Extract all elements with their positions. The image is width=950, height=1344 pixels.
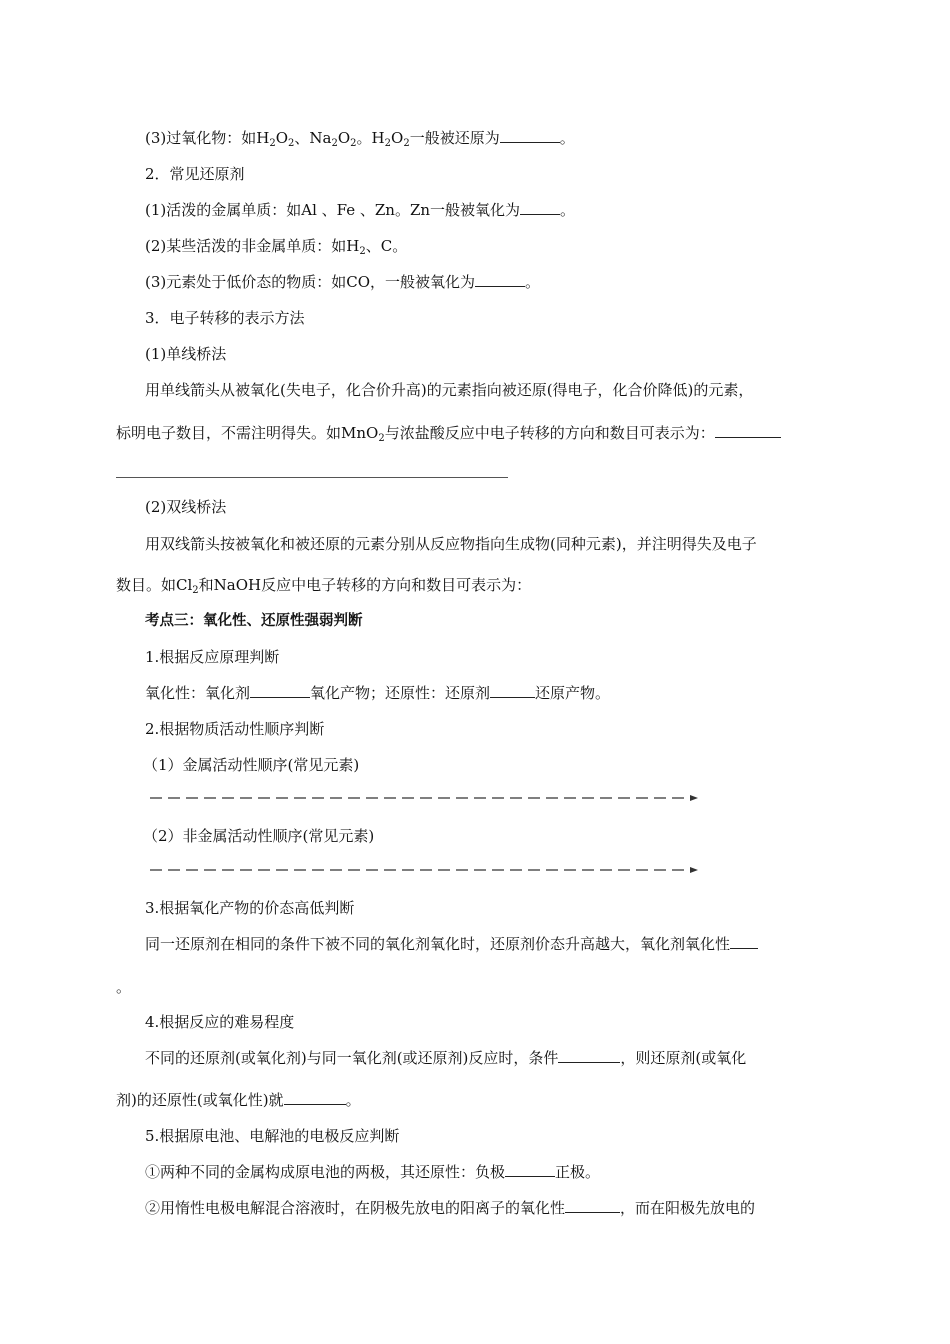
text-line-oxidant-compare: 氧化性：氧化剂 氧化产物；还原性：还原剂 还原产物。 <box>145 684 611 702</box>
text-line-valence-1: 同一还原剂在相同的条件下被不同的氧化剂氧化时，还原剂价态升高越大，氧化剂氧化性 <box>145 934 758 954</box>
text-line-single-bridge-1: 用单线箭头从被氧化(失电子，化合价升高)的元素指向被还原(得电子，化合价降低)的元素， <box>145 381 754 399</box>
subheading-electrode: 5.根据原电池、电解池的电极反应判断 <box>145 1127 400 1145</box>
text-line-difficulty-1: 不同的还原剂(或氧化剂)与同一氧化剂(或还原剂)反应时，条件 ，则还原剂(或氧化 <box>145 1049 747 1067</box>
section-heading-electron-transfer: 3．电子转移的表示方法 <box>145 309 305 327</box>
section-heading-topic-three: 考点三：氧化性、还原性强弱判断 <box>145 613 363 629</box>
metal-activity-arrow[interactable] <box>150 794 700 802</box>
answer-blank[interactable] <box>475 272 525 287</box>
text-line-galvanic: ①两种不同的金属构成原电池的两极，其还原性：负极 正极。 <box>145 1163 601 1181</box>
subheading-difficulty: 4.根据反应的难易程度 <box>145 1013 295 1031</box>
subheading-metal-activity: （1）金属活动性顺序(常见元素) <box>143 756 360 774</box>
subheading-activity-order: 2.根据物质活动性顺序判断 <box>145 720 325 738</box>
text-line-active-metals: (1)活泼的金属单质：如Al 、Fe 、Zn。Zn一般被氧化为 。 <box>145 201 576 219</box>
section-heading-reducers: 2．常见还原剂 <box>145 165 245 183</box>
answer-blank[interactable] <box>490 683 535 698</box>
answer-blank[interactable] <box>730 934 758 949</box>
answer-blank[interactable] <box>715 423 781 438</box>
answer-blank[interactable] <box>558 1048 620 1063</box>
text-line-difficulty-2: 剂)的还原性(或氧化性)就 。 <box>116 1091 361 1109</box>
subheading-double-bridge: (2)双线桥法 <box>145 498 227 516</box>
nonmetal-activity-arrow[interactable] <box>150 866 700 874</box>
text-line-double-bridge-1: 用双线箭头按被氧化和被还原的元素分别从反应物指向生成物(同种元素)，并注明得失及电子 <box>145 535 757 553</box>
subheading-reaction-principle: 1.根据反应原理判断 <box>145 648 280 666</box>
answer-blank[interactable] <box>565 1198 620 1213</box>
subheading-nonmetal-activity: （2）非金属活动性顺序(常见元素) <box>143 827 375 845</box>
answer-blank[interactable] <box>500 128 560 143</box>
answer-blank[interactable] <box>284 1090 346 1105</box>
text-line-single-bridge-2: 标明电子数目，不需注明得失。如MnO$_2$与浓盐酸反应中电子转移的方向和数目可表示为： <box>116 423 781 443</box>
subheading-valence: 3.根据氧化产物的价态高低判断 <box>145 899 355 917</box>
text-line-double-bridge-2: 数目。如$Cl_2$和NaOH反应中电子转移的方向和数目可表示为： <box>116 576 532 596</box>
subheading-single-bridge: (1)单线桥法 <box>145 345 227 363</box>
text-line-valence-2: 。 <box>116 978 132 996</box>
text-line-low-valence: (3)元素处于低价态的物质：如CO，一般被氧化为 。 <box>145 273 541 291</box>
text-line-peroxide: (3)过氧化物：如$H_2O_2$、$Na_2O_2$。$H_2O_2$一般被还原为 。 <box>145 129 575 149</box>
answer-blank[interactable] <box>250 683 310 698</box>
text-line-nonmetals: (2)某些活泼的非金属单质：如$H_2$、C。 <box>145 237 408 257</box>
text-line-electrolysis: ②用惰性电极电解混合溶液时，在阴极先放电的阳离子的氧化性 ，而在阳极先放电的 <box>145 1199 756 1217</box>
answer-blank[interactable] <box>520 200 560 215</box>
answer-blank[interactable] <box>505 1162 555 1177</box>
answer-underline[interactable] <box>116 477 508 478</box>
